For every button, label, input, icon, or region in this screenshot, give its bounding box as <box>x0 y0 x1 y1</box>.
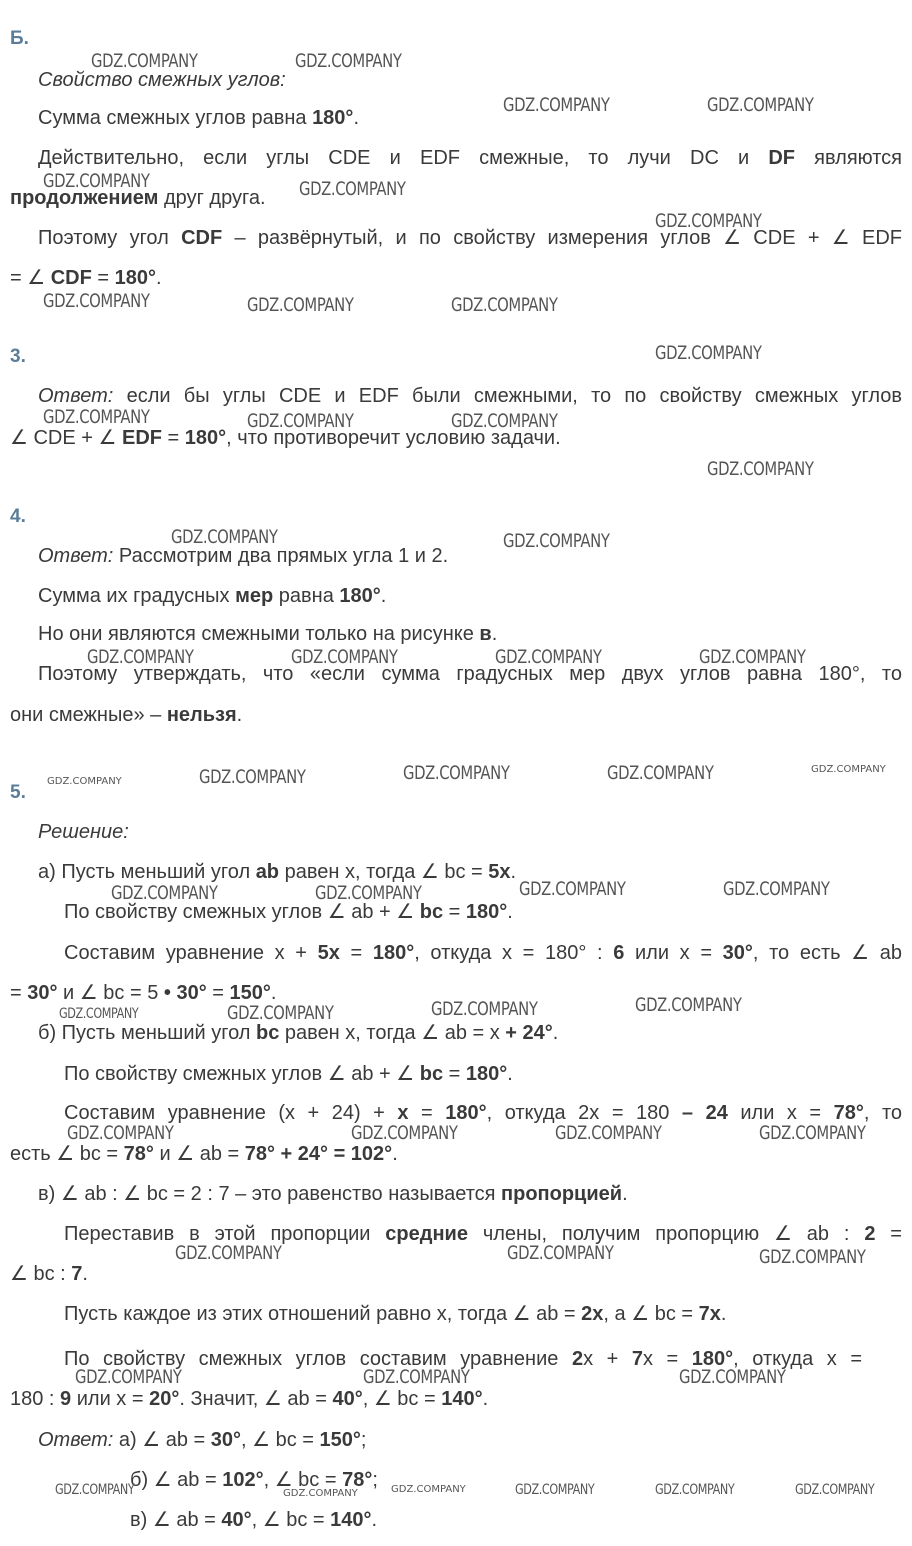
watermark: GDZ.COMPANY <box>655 342 762 364</box>
text: 180° <box>465 901 508 923</box>
text: , ∠ bc = <box>263 1469 343 1491</box>
text: или x = <box>727 1102 834 1124</box>
watermark: GDZ.COMPANY <box>283 1488 358 1499</box>
text: , откуда x = 180° : <box>414 942 614 964</box>
text: . <box>552 1022 559 1044</box>
text: = <box>162 427 185 449</box>
text: – 24 <box>681 1102 728 1124</box>
text: 40° <box>332 1388 363 1410</box>
answer-label: Ответ: <box>38 385 114 407</box>
text: По свойству смежных углов ∠ ab + ∠ <box>64 901 420 923</box>
text: , то есть ∠ ab <box>752 942 902 964</box>
paragraph <box>64 1302 726 1326</box>
text: и ∠ bc = 5 <box>57 982 164 1004</box>
watermark: GDZ.COMPANY <box>699 646 806 668</box>
text: продолжением <box>10 187 159 209</box>
text: 9 <box>60 1388 72 1410</box>
text: 30° <box>27 982 58 1004</box>
text: 180 : <box>10 1388 61 1410</box>
text: DF <box>768 147 796 169</box>
watermark: GDZ.COMPANY <box>43 170 150 192</box>
watermark: GDZ.COMPANY <box>227 1002 334 1024</box>
text: б) Пусть меньший угол <box>38 1022 257 1044</box>
text: 180° <box>339 585 381 607</box>
text: 180° <box>372 942 415 964</box>
text: или x = <box>71 1388 150 1410</box>
text: Пусть каждое из этих отношений равно x, тогда ∠ ab = <box>64 1303 582 1325</box>
text: 30° <box>722 942 753 964</box>
text: ∠ CDE + ∠ <box>10 427 122 449</box>
watermark: GDZ.COMPANY <box>655 1482 735 1498</box>
watermark: GDZ.COMPANY <box>519 878 626 900</box>
text: они смежные» – <box>10 704 167 726</box>
text: 78° <box>833 1102 864 1124</box>
watermark: GDZ.COMPANY <box>431 998 538 1020</box>
watermark: GDZ.COMPANY <box>515 1482 595 1498</box>
paragraph <box>38 622 497 646</box>
text: 2x <box>581 1303 604 1325</box>
text: есть ∠ bc = <box>10 1143 124 1165</box>
watermark: GDZ.COMPANY <box>351 1122 458 1144</box>
text: . <box>622 1183 628 1205</box>
watermark: GDZ.COMPANY <box>451 410 558 432</box>
text: x = <box>642 1348 692 1370</box>
text: ab <box>255 861 280 883</box>
text: 150° <box>319 1429 361 1451</box>
text: = <box>10 982 28 1004</box>
text: пропорцией <box>501 1183 623 1205</box>
watermark: GDZ.COMPANY <box>707 94 814 116</box>
watermark: GDZ.COMPANY <box>403 762 510 784</box>
text: . <box>510 861 517 883</box>
watermark: GDZ.COMPANY <box>247 294 354 316</box>
text: + 24° <box>505 1022 553 1044</box>
text: = <box>339 942 373 964</box>
text: . <box>82 1263 88 1285</box>
text: Рассмотрим два прямых угла 1 и 2. <box>113 545 449 567</box>
text: 180° <box>312 107 354 129</box>
text: . <box>371 1509 378 1531</box>
text: x <box>397 1102 409 1124</box>
paragraph <box>10 1387 488 1411</box>
text: • <box>163 982 171 1004</box>
text: 78° <box>342 1469 373 1491</box>
text: . <box>236 704 243 726</box>
text: Составим уравнение x + <box>64 942 318 964</box>
text: Но они являются смежными только на рисунке <box>38 623 480 645</box>
watermark: GDZ.COMPANY <box>175 1242 282 1264</box>
watermark: GDZ.COMPANY <box>451 294 558 316</box>
section-number: 4. <box>10 506 26 527</box>
text: члены, получим пропорцию ∠ ab : <box>467 1223 865 1245</box>
text: 2 <box>571 1348 584 1370</box>
watermark: GDZ.COMPANY <box>87 646 194 668</box>
text: 7 <box>71 1263 83 1285</box>
watermark: GDZ.COMPANY <box>795 1482 875 1498</box>
text: . Значит, ∠ ab = <box>179 1388 333 1410</box>
watermark: GDZ.COMPANY <box>299 178 406 200</box>
watermark: GDZ.COMPANY <box>111 882 218 904</box>
paragraph <box>38 860 516 884</box>
text: = <box>443 901 466 923</box>
watermark: GDZ.COMPANY <box>43 290 150 312</box>
text: = ∠ <box>10 267 51 289</box>
text: 180° <box>465 1063 508 1085</box>
text: Составим уравнение (x + 24) + <box>64 1102 398 1124</box>
watermark: GDZ.COMPANY <box>495 646 602 668</box>
text: , что противоречит условию задачи. <box>226 427 561 449</box>
text: 180° <box>691 1348 734 1370</box>
paragraph <box>10 703 242 727</box>
watermark: GDZ.COMPANY <box>723 878 830 900</box>
section-number: 5. <box>10 782 26 803</box>
watermark: GDZ.COMPANY <box>759 1122 866 1144</box>
text: По свойству смежных углов составим уравнение <box>64 1348 572 1370</box>
text: = <box>443 1063 466 1085</box>
text: EDF <box>122 427 162 449</box>
text: равен x, тогда ∠ bc = <box>279 861 489 883</box>
watermark: GDZ.COMPANY <box>679 1366 786 1388</box>
text: друг друга. <box>158 187 266 209</box>
text: , то <box>863 1102 903 1124</box>
text: ; <box>372 1469 378 1491</box>
text: 180° <box>445 1102 487 1124</box>
paragraph <box>10 1262 88 1286</box>
paragraph <box>10 266 162 290</box>
paragraph <box>64 1062 513 1086</box>
watermark: GDZ.COMPANY <box>811 764 886 775</box>
text: Поэтому утверждать, что «если сумма градусных мер двух углов равна 180°, то <box>38 663 902 685</box>
text: . <box>491 623 498 645</box>
paragraph <box>38 384 902 408</box>
paragraph <box>38 1182 628 1206</box>
text: . <box>380 585 387 607</box>
watermark: GDZ.COMPANY <box>555 1122 662 1144</box>
text: Сумма смежных углов равна <box>38 107 313 129</box>
text: 40° <box>221 1509 252 1531</box>
section-number: 3. <box>10 346 26 367</box>
text: CDF <box>181 227 223 249</box>
section-number: Б. <box>10 28 29 49</box>
watermark: GDZ.COMPANY <box>655 210 762 232</box>
text: равен x, тогда ∠ ab = x <box>279 1022 506 1044</box>
text: . <box>156 267 162 289</box>
text: , ∠ bc = <box>251 1509 331 1531</box>
text: Поэтому угол <box>38 227 182 249</box>
text: в) ∠ ab : ∠ bc = 2 : 7 – это равенство называется <box>38 1183 502 1205</box>
text: 150° <box>229 982 271 1004</box>
paragraph <box>10 1142 398 1166</box>
text: 7 <box>631 1348 643 1370</box>
text: в <box>479 623 492 645</box>
text: и ∠ ab = <box>153 1143 245 1165</box>
text: . <box>392 1143 398 1165</box>
watermark: GDZ.COMPANY <box>507 1242 614 1264</box>
text: б) ∠ ab = <box>130 1469 223 1491</box>
text: , ∠ bc = <box>362 1388 442 1410</box>
text: нельзя <box>166 704 237 726</box>
solution-label: Решение: <box>38 821 129 843</box>
text: в) ∠ ab = <box>130 1509 222 1531</box>
text: bc <box>419 1063 444 1085</box>
watermark: GDZ.COMPANY <box>67 1122 174 1144</box>
text: bc <box>419 901 444 923</box>
watermark: GDZ.COMPANY <box>607 762 714 784</box>
text: 140° <box>330 1509 372 1531</box>
watermark: GDZ.COMPANY <box>295 50 402 72</box>
watermark: GDZ.COMPANY <box>391 1484 466 1495</box>
text: 20° <box>149 1388 180 1410</box>
watermark: GDZ.COMPANY <box>247 410 354 432</box>
text: а) ∠ ab = <box>113 1429 211 1451</box>
text: смежных <box>754 385 839 407</box>
watermark: GDZ.COMPANY <box>47 776 122 787</box>
watermark: GDZ.COMPANY <box>91 50 198 72</box>
watermark: GDZ.COMPANY <box>759 1246 866 1268</box>
text: мер <box>235 585 274 607</box>
watermark: GDZ.COMPANY <box>75 1366 182 1388</box>
text: 2 <box>864 1223 876 1245</box>
text: 180° <box>184 427 227 449</box>
answer-line <box>38 1428 366 1452</box>
watermark: GDZ.COMPANY <box>363 1366 470 1388</box>
watermark: GDZ.COMPANY <box>707 458 814 480</box>
answer-label: Ответ: <box>38 545 114 567</box>
text: CDF <box>50 267 92 289</box>
text: 180° <box>114 267 157 289</box>
paragraph <box>38 1021 558 1045</box>
answer-label: Ответ: <box>38 1429 114 1451</box>
text: 140° <box>441 1388 483 1410</box>
watermark: GDZ.COMPANY <box>503 94 610 116</box>
text: . <box>507 1063 513 1085</box>
paragraph <box>38 584 386 608</box>
watermark: GDZ.COMPANY <box>635 994 742 1016</box>
text: 6 <box>613 942 625 964</box>
text: а) Пусть меньший угол <box>38 861 256 883</box>
text: – развёрнутый, и по свойству измерения углов ∠ CDE + ∠ EDF <box>222 227 902 249</box>
paragraph <box>38 106 359 130</box>
text: x + <box>583 1348 632 1370</box>
text: . <box>507 901 513 923</box>
text: . <box>270 982 277 1004</box>
text: . <box>353 107 359 129</box>
text: ; <box>360 1429 367 1451</box>
text: Действительно, если углы CDE и EDF смежные, то лучи DC и <box>38 147 769 169</box>
text: bc <box>256 1022 280 1044</box>
watermark: GDZ.COMPANY <box>43 406 150 428</box>
text: , ∠ bc = <box>241 1429 320 1451</box>
text: , откуда 2x = 180 <box>486 1102 682 1124</box>
text: , откуда x = <box>733 1348 863 1370</box>
watermark: GDZ.COMPANY <box>503 530 610 552</box>
paragraph <box>38 226 902 250</box>
watermark: GDZ.COMPANY <box>171 526 278 548</box>
text: 102° <box>222 1469 264 1491</box>
text: Сумма их градусных <box>38 585 236 607</box>
paragraph <box>38 146 902 170</box>
text: 30° <box>210 1429 242 1451</box>
watermark: GDZ.COMPANY <box>55 1482 135 1498</box>
text: 78° <box>123 1143 154 1165</box>
text: = <box>91 267 115 289</box>
text: 5x <box>317 942 340 964</box>
text: , а ∠ bc = <box>603 1303 699 1325</box>
paragraph <box>64 941 902 965</box>
text: равна <box>273 585 340 607</box>
answer-line <box>130 1508 377 1532</box>
text: углов <box>838 385 902 407</box>
text: 30° <box>176 982 207 1004</box>
text: По свойству смежных углов ∠ ab + ∠ <box>64 1063 420 1085</box>
text: 7x <box>698 1303 721 1325</box>
watermark: GDZ.COMPANY <box>199 766 306 788</box>
text: = <box>875 1223 902 1245</box>
text: ∠ bc : <box>10 1263 72 1285</box>
watermark: GDZ.COMPANY <box>291 646 398 668</box>
text: = <box>408 1102 446 1124</box>
watermark: GDZ.COMPANY <box>59 1006 139 1022</box>
text: . <box>482 1388 489 1410</box>
text: 78° + 24° = 102° <box>244 1143 393 1165</box>
text: или x = <box>624 942 723 964</box>
text: = <box>206 982 230 1004</box>
text: Переставив в этой пропорции <box>64 1223 386 1245</box>
text: являются <box>795 147 902 169</box>
text: . <box>720 1303 727 1325</box>
text: 5x <box>488 861 511 883</box>
text: средние <box>385 1223 468 1245</box>
watermark: GDZ.COMPANY <box>315 882 422 904</box>
text: если бы углы CDE и EDF были смежными, то по свойству <box>113 385 755 407</box>
paragraph-heading: Свойство смежных углов: <box>38 69 286 91</box>
